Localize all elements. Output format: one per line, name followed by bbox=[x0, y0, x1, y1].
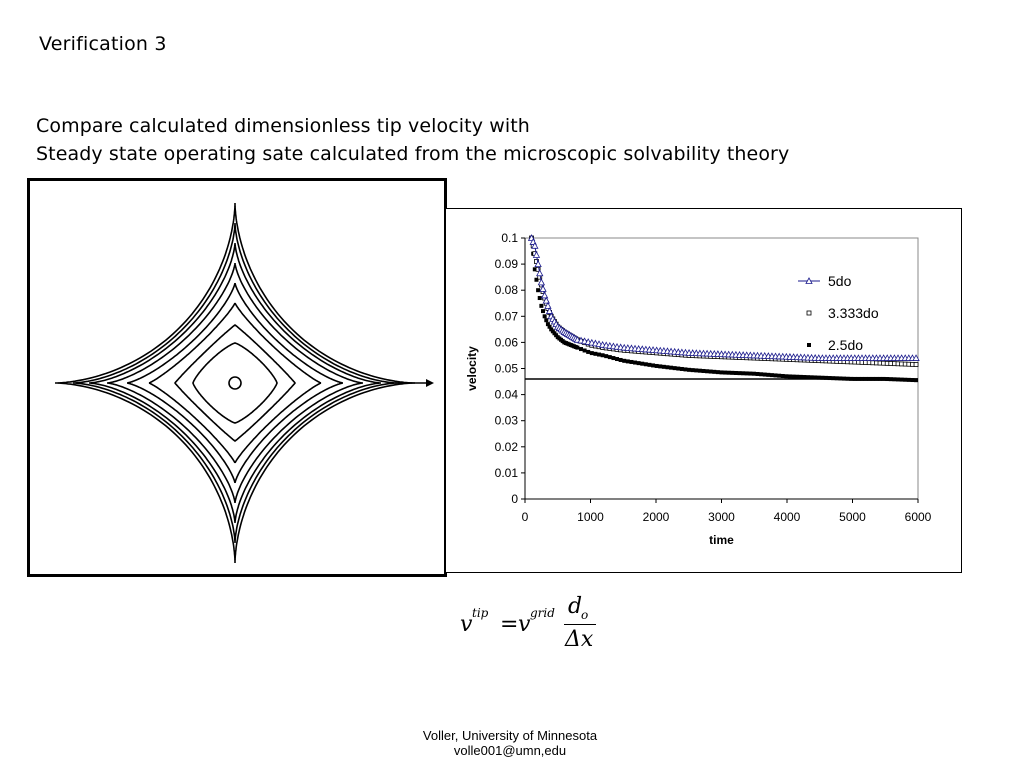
data-point bbox=[777, 374, 781, 378]
data-point bbox=[655, 364, 659, 368]
data-point bbox=[838, 376, 842, 380]
data-point bbox=[774, 373, 778, 377]
data-point bbox=[795, 375, 799, 379]
data-point bbox=[615, 357, 619, 361]
footer bbox=[360, 728, 660, 758]
data-point bbox=[601, 353, 605, 357]
data-point bbox=[766, 373, 770, 377]
data-point bbox=[882, 377, 886, 381]
data-point bbox=[651, 363, 655, 367]
formula-tip-superscript: tip bbox=[472, 606, 489, 620]
data-point bbox=[644, 362, 648, 366]
legend-marker bbox=[807, 343, 811, 347]
data-point bbox=[538, 279, 544, 285]
y-tick-label: 0.07 bbox=[494, 309, 518, 324]
y-tick-label: 0.09 bbox=[494, 257, 518, 272]
data-point bbox=[824, 376, 828, 380]
data-point bbox=[756, 372, 760, 376]
formula-equals: = bbox=[500, 612, 519, 637]
x-axis-label: time bbox=[709, 533, 734, 547]
dendrite-contour bbox=[193, 343, 277, 423]
data-point bbox=[619, 358, 623, 362]
dendrite-contour-figure bbox=[27, 178, 447, 577]
data-point bbox=[705, 369, 709, 373]
data-point bbox=[544, 318, 548, 322]
arrow-head-icon bbox=[426, 379, 434, 387]
data-point bbox=[723, 371, 727, 375]
dendrite-contours bbox=[30, 181, 444, 574]
data-point bbox=[665, 365, 669, 369]
formula-denominator: Δx bbox=[565, 627, 594, 652]
data-point bbox=[633, 361, 637, 365]
data-point bbox=[541, 309, 545, 313]
data-point bbox=[748, 372, 752, 376]
data-point bbox=[680, 367, 684, 371]
data-point bbox=[910, 378, 914, 382]
x-tick-label: 1000 bbox=[577, 510, 604, 524]
legend-label: 2.5do bbox=[828, 337, 864, 353]
y-tick-label: 0.04 bbox=[494, 387, 518, 402]
data-point bbox=[683, 367, 687, 371]
data-point bbox=[896, 377, 900, 381]
data-point bbox=[806, 375, 810, 379]
data-point bbox=[831, 376, 835, 380]
data-point bbox=[604, 354, 608, 358]
dendrite-contour bbox=[107, 263, 363, 503]
dendrite-nucleus bbox=[229, 377, 241, 389]
y-tick-label: 0.06 bbox=[494, 335, 518, 350]
data-point bbox=[716, 370, 720, 374]
data-point bbox=[637, 361, 641, 365]
data-point bbox=[687, 368, 691, 372]
data-point bbox=[676, 367, 680, 371]
legend-item bbox=[798, 273, 852, 289]
data-point bbox=[658, 364, 662, 368]
data-point bbox=[835, 376, 839, 380]
data-point bbox=[813, 375, 817, 379]
data-point bbox=[770, 373, 774, 377]
data-point bbox=[885, 377, 889, 381]
y-tick-label: 0.1 bbox=[501, 231, 518, 245]
data-point bbox=[842, 377, 846, 381]
data-point bbox=[593, 352, 597, 356]
footer-email: volle001@umn,edu bbox=[453, 743, 567, 758]
data-point bbox=[752, 372, 756, 376]
data-point bbox=[914, 363, 918, 367]
data-point bbox=[784, 374, 788, 378]
dendrite-contour bbox=[127, 283, 343, 483]
data-point bbox=[662, 365, 666, 369]
data-point bbox=[846, 377, 850, 381]
y-axis-label: velocity bbox=[465, 346, 479, 391]
data-point bbox=[597, 353, 601, 357]
data-point bbox=[709, 370, 713, 374]
data-point bbox=[579, 347, 583, 351]
data-point bbox=[892, 377, 896, 381]
x-tick-label: 0 bbox=[521, 510, 529, 524]
data-point bbox=[759, 372, 763, 376]
formula-grid-superscript: grid bbox=[530, 606, 555, 620]
subtitle-line-1: Compare calculated dimensionless tip velocity with bbox=[36, 115, 530, 137]
data-point bbox=[799, 375, 803, 379]
data-point bbox=[640, 362, 644, 366]
tip-velocity-formula bbox=[460, 596, 610, 656]
y-tick-label: 0 bbox=[511, 492, 518, 506]
plot-area-frame bbox=[525, 238, 918, 499]
data-point bbox=[590, 351, 594, 355]
data-point bbox=[817, 376, 821, 380]
data-point bbox=[583, 348, 587, 352]
data-point bbox=[781, 374, 785, 378]
data-point bbox=[903, 378, 907, 382]
data-point bbox=[673, 366, 677, 370]
data-point bbox=[734, 371, 738, 375]
velocity-chart bbox=[445, 208, 962, 573]
legend-marker bbox=[807, 311, 811, 315]
data-point bbox=[727, 371, 731, 375]
data-point bbox=[694, 368, 698, 372]
y-tick-label: 0.02 bbox=[494, 439, 518, 454]
data-point bbox=[611, 356, 615, 360]
data-point bbox=[745, 371, 749, 375]
y-tick-label: 0.05 bbox=[494, 361, 518, 376]
data-point bbox=[853, 377, 857, 381]
legend-label: 3.333do bbox=[828, 305, 879, 321]
formula-numerator: d bbox=[568, 594, 583, 619]
data-point bbox=[914, 378, 918, 382]
dendrite-contour bbox=[73, 223, 397, 543]
data-point bbox=[586, 350, 590, 354]
data-point bbox=[629, 360, 633, 364]
data-point bbox=[701, 369, 705, 373]
data-point bbox=[622, 359, 626, 363]
y-tick-label: 0.08 bbox=[494, 283, 518, 298]
data-point bbox=[871, 377, 875, 381]
data-point bbox=[691, 368, 695, 372]
data-point bbox=[874, 377, 878, 381]
data-point bbox=[669, 366, 673, 370]
data-point bbox=[907, 378, 911, 382]
data-point bbox=[802, 375, 806, 379]
data-point bbox=[900, 378, 904, 382]
data-point bbox=[849, 377, 853, 381]
data-point bbox=[810, 375, 814, 379]
data-point bbox=[539, 304, 543, 308]
y-tick-label: 0.01 bbox=[494, 465, 518, 480]
legend-label: 5do bbox=[828, 273, 852, 289]
formula-v-grid: v bbox=[518, 612, 531, 637]
data-point bbox=[878, 377, 882, 381]
data-point bbox=[889, 377, 893, 381]
data-point bbox=[738, 371, 742, 375]
x-tick-label: 2000 bbox=[642, 510, 670, 524]
data-point bbox=[741, 371, 745, 375]
data-point bbox=[698, 369, 702, 373]
x-tick-label: 6000 bbox=[904, 510, 932, 524]
formula-fraction-bar bbox=[564, 624, 596, 625]
data-point bbox=[788, 374, 792, 378]
x-tick-label: 5000 bbox=[839, 510, 866, 524]
data-point bbox=[626, 359, 630, 363]
data-point bbox=[792, 375, 796, 379]
footer-author: Voller, University of Minnesota bbox=[422, 728, 598, 743]
x-tick-label: 4000 bbox=[773, 510, 801, 524]
data-point bbox=[856, 377, 860, 381]
formula-v: v bbox=[460, 612, 473, 637]
data-point bbox=[867, 377, 871, 381]
y-tick-label: 0.03 bbox=[494, 413, 518, 428]
data-point bbox=[828, 376, 832, 380]
legend-item bbox=[807, 337, 863, 353]
data-point bbox=[575, 346, 579, 350]
velocity-chart-svg bbox=[446, 209, 961, 572]
data-point bbox=[712, 370, 716, 374]
slide-title: Verification 3 bbox=[39, 33, 167, 55]
legend-item bbox=[807, 305, 879, 321]
data-point bbox=[608, 355, 612, 359]
x-tick-label: 3000 bbox=[708, 510, 735, 524]
data-point bbox=[864, 377, 868, 381]
slide-subtitle bbox=[36, 112, 789, 168]
data-point bbox=[820, 376, 824, 380]
data-point bbox=[860, 377, 864, 381]
data-point bbox=[763, 373, 767, 377]
subtitle-line-2: Steady state operating sate calculated from the microscopic solvability theory bbox=[36, 143, 790, 165]
formula-numerator-subscript: o bbox=[581, 608, 589, 622]
data-point bbox=[543, 314, 547, 318]
data-point bbox=[720, 370, 724, 374]
data-point bbox=[647, 363, 651, 367]
data-point bbox=[730, 371, 734, 375]
